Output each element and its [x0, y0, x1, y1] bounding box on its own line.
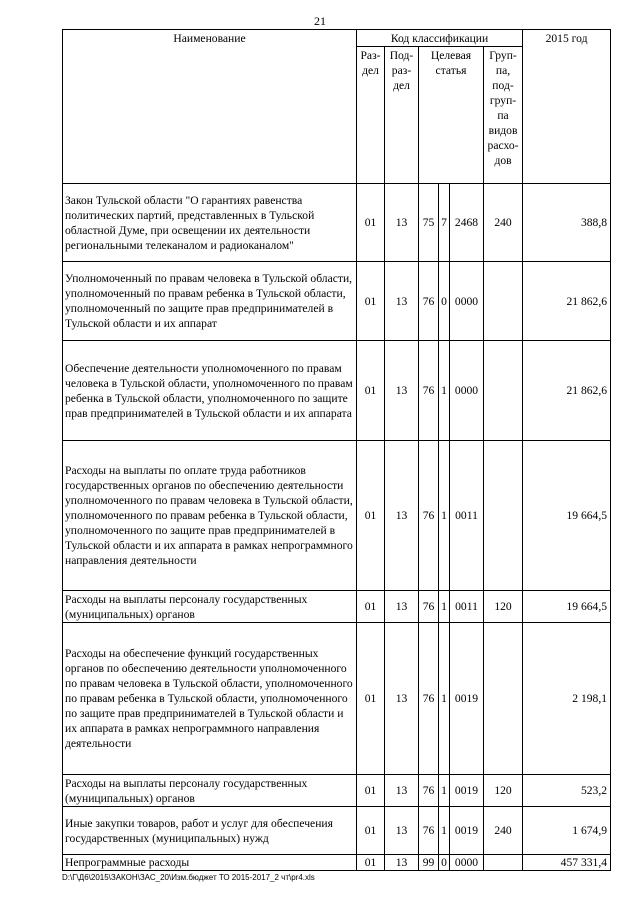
row-razdel: 01 — [357, 262, 385, 341]
table-row — [63, 262, 611, 341]
row-sum: 523,2 — [523, 775, 611, 807]
table-row — [63, 855, 611, 871]
row-sum: 19 664,5 — [523, 591, 611, 623]
row-vid — [484, 855, 523, 871]
row-statya-1: 76 — [419, 775, 439, 807]
row-razdel: 01 — [357, 591, 385, 623]
row-name: Расходы на обеспечение функций государственных органов по обеспечению деятельности уполномоченного по правам человека в Тульской области, уполномоченного по правам ребенка в Тульской области, уполномоченного по защите прав предпринимателей в Тульской области и их аппарата в рамках непрограммного направления деятельности — [63, 623, 357, 775]
row-podrazdel: 13 — [385, 184, 419, 262]
budget-table — [62, 29, 611, 871]
row-podrazdel: 13 — [385, 341, 419, 441]
row-name: Расходы на выплаты персоналу государственных (муниципальных) органов — [63, 775, 357, 807]
row-razdel: 01 — [357, 441, 385, 591]
row-statya-1: 76 — [419, 262, 439, 341]
row-vid — [484, 341, 523, 441]
row-vid — [484, 262, 523, 341]
header-year: 2015 год — [523, 30, 611, 184]
row-sum: 388,8 — [523, 184, 611, 262]
row-podrazdel: 13 — [385, 807, 419, 855]
table-row — [63, 807, 611, 855]
row-statya-2: 1 — [439, 775, 450, 807]
row-statya-1: 99 — [419, 855, 439, 871]
row-vid: 120 — [484, 775, 523, 807]
row-statya-3: 2468 — [450, 184, 484, 262]
row-statya-2: 0 — [439, 262, 450, 341]
row-sum: 2 198,1 — [523, 623, 611, 775]
row-statya-3: 0000 — [450, 341, 484, 441]
row-name: Закон Тульской области "О гарантиях равенства политических партий, представленных в Тульской областной Думе, при освещении их деятельности региональными телеканалом и радиоканалом" — [63, 184, 357, 262]
row-name: Расходы на выплаты по оплате труда работников государственных органов по обеспечению деятельности уполномоченного по правам человека в Тульской области, уполномоченного по правам ребенка в Тульской области, уполномоченного по защите прав предпринимателей в Тульской области и их аппарата в рамках непрограммного направления деятельности — [63, 441, 357, 591]
row-name: Обеспечение деятельности уполномоченного по правам человека в Тульской области, уполномоченного по правам ребенка в Тульской области, уполномоченного по защите прав предпринимателей в Тульской области и их аппарата — [63, 341, 357, 441]
row-statya-3: 0011 — [450, 441, 484, 591]
row-name: Непрограммные расходы — [63, 855, 357, 871]
row-statya-3: 0019 — [450, 623, 484, 775]
row-sum: 21 862,6 — [523, 341, 611, 441]
table-row — [63, 591, 611, 623]
table-row — [63, 184, 611, 262]
table-row — [63, 775, 611, 807]
row-razdel: 01 — [357, 775, 385, 807]
row-sum: 1 674,9 — [523, 807, 611, 855]
table-row — [63, 341, 611, 441]
row-vid: 120 — [484, 591, 523, 623]
row-name: Иные закупки товаров, работ и услуг для обеспечения государственных (муниципальных) нужд — [63, 807, 357, 855]
row-statya-3: 0019 — [450, 807, 484, 855]
row-statya-2: 1 — [439, 441, 450, 591]
header-code: Код классификации — [357, 30, 523, 47]
row-statya-2: 0 — [439, 855, 450, 871]
row-statya-2: 7 — [439, 184, 450, 262]
row-sum: 457 331,4 — [523, 855, 611, 871]
row-razdel: 01 — [357, 623, 385, 775]
header-statya: Целевая статья — [419, 47, 484, 184]
row-podrazdel: 13 — [385, 855, 419, 871]
row-vid — [484, 623, 523, 775]
file-path-footer: D:\Г\Д6\2015\ЗАКОН\ЗАС_20\Изм.бюджет ТО 2015-2017_2 чт\pr4.xls — [62, 873, 315, 882]
row-podrazdel: 13 — [385, 623, 419, 775]
row-sum: 19 664,5 — [523, 441, 611, 591]
row-statya-3: 0000 — [450, 262, 484, 341]
row-statya-1: 75 — [419, 184, 439, 262]
row-statya-2: 1 — [439, 341, 450, 441]
row-statya-3: 0019 — [450, 775, 484, 807]
table-row — [63, 623, 611, 775]
row-vid — [484, 441, 523, 591]
row-statya-2: 1 — [439, 591, 450, 623]
row-sum: 21 862,6 — [523, 262, 611, 341]
row-razdel: 01 — [357, 341, 385, 441]
row-statya-3: 0000 — [450, 855, 484, 871]
row-statya-2: 1 — [439, 623, 450, 775]
row-statya-1: 76 — [419, 341, 439, 441]
row-statya-3: 0011 — [450, 591, 484, 623]
row-vid: 240 — [484, 184, 523, 262]
row-podrazdel: 13 — [385, 441, 419, 591]
header-razdel: Раз- дел — [357, 47, 385, 184]
row-vid: 240 — [484, 807, 523, 855]
row-razdel: 01 — [357, 855, 385, 871]
page-number: 21 — [314, 14, 326, 28]
row-statya-1: 76 — [419, 623, 439, 775]
row-podrazdel: 13 — [385, 591, 419, 623]
row-razdel: 01 — [357, 807, 385, 855]
header-vid: Груп- па, под- груп- па видов расхо- дов — [484, 47, 523, 184]
row-statya-2: 1 — [439, 807, 450, 855]
row-razdel: 01 — [357, 184, 385, 262]
header-name: Наименование — [63, 30, 357, 184]
table-row — [63, 441, 611, 591]
row-statya-1: 76 — [419, 807, 439, 855]
row-name: Уполномоченный по правам человека в Тульской области, уполномоченный по правам ребенка в Тульской области, уполномоченный по защите прав предпринимателей в Тульской области и их аппарат — [63, 262, 357, 341]
row-podrazdel: 13 — [385, 775, 419, 807]
row-statya-1: 76 — [419, 441, 439, 591]
row-statya-1: 76 — [419, 591, 439, 623]
header-podrazdel: Под- раз- дел — [385, 47, 419, 184]
row-podrazdel: 13 — [385, 262, 419, 341]
row-name: Расходы на выплаты персоналу государственных (муниципальных) органов — [63, 591, 357, 623]
